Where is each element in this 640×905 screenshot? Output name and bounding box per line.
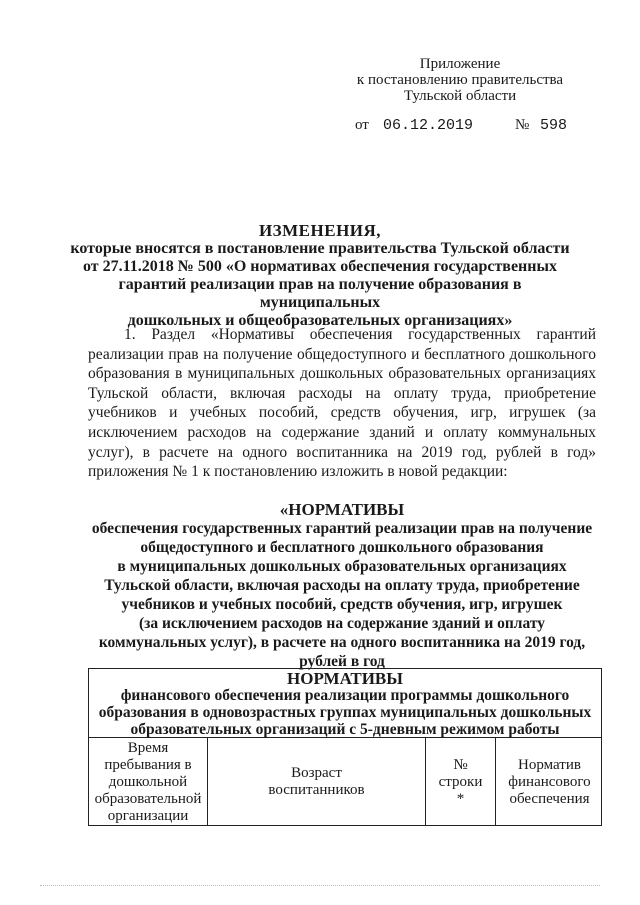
header-row-number-line: * [456, 790, 465, 807]
number-label: № [515, 117, 530, 133]
header-stay-time-line: организации [107, 807, 189, 824]
changes-line-1: которые вносятся в постановление правительства Тульской области [70, 240, 570, 257]
changes-heading [60, 222, 580, 330]
header-row-number-line: № [453, 756, 468, 773]
norms-line-5: учебников и учебных пособий, средств обучения, игр, игрушек [121, 596, 563, 613]
norms-table [88, 668, 602, 826]
scan-artifact-divider [40, 885, 600, 887]
header-stay-time [89, 738, 208, 826]
appendix-line-2: к постановлению правительства [356, 72, 564, 88]
changes-line-2: от 27.11.2018 № 500 «О нормативах обеспечения государственных [83, 258, 557, 275]
date-label: от [355, 117, 369, 133]
appendix-line-3: Тульской области [403, 88, 517, 104]
norms-line-6: (за исключением расходов на содержание зданий и оплату [138, 615, 546, 632]
header-norm-line: Норматив [518, 756, 581, 773]
norms-title: «НОРМАТИВЫ [279, 500, 405, 519]
header-row-number [426, 738, 496, 826]
changes-line-3: гарантий реализации прав на получение образования в муниципальных [118, 276, 522, 311]
appendix-header [345, 56, 575, 104]
document-date: 06.12.2019 [383, 117, 474, 134]
norms-line-4: Тульской области, включая расходы на оплату труда, приобретение [104, 577, 580, 594]
header-stay-time-line: Время [127, 739, 169, 756]
header-stay-time-line: образовательной [94, 790, 202, 807]
table-banner-line-2: образования в одновозрастных группах муниципальных дошкольных [98, 704, 592, 721]
norms-line-1: обеспечения государственных гарантий реализации прав на получение [91, 520, 593, 537]
table-banner-line-3: образовательных организаций с 5-дневным режимом работы [130, 721, 560, 738]
header-age-label: Возраст воспитанников [268, 765, 365, 798]
document-number: 598 [540, 117, 568, 134]
table-banner-line-1: финансового обеспечения реализации программы дошкольного [120, 687, 570, 704]
norms-line-3: в муниципальных дошкольных образовательных организациях [117, 558, 567, 575]
header-row-number-line: строки [438, 773, 483, 790]
header-norm-line: финансового обеспечения [508, 773, 591, 807]
header-stay-time-line: дошкольной [108, 773, 188, 790]
norms-line-8: рублей в год [299, 653, 385, 670]
table-header-row [89, 738, 601, 826]
header-age [208, 738, 426, 826]
appendix-line-1: Приложение [419, 56, 501, 72]
table-banner [89, 669, 601, 738]
changes-line-4: дошкольных и общеобразовательных организациях» [127, 312, 513, 329]
changes-title: ИЗМЕНЕНИЯ, [258, 221, 382, 240]
norms-heading [88, 500, 596, 671]
paragraph-1: 1. Раздел «Нормативы обеспечения государственных гарантий реализации прав на получение общедоступного и бесплатного дошкольного образования в муниципальных дошкольных образовательных организациях Тульской области, включая расходы на оплату труда, приобретение учебников и учебных пособий, средств обучения, игр, игрушек (за исключением расходов на содержание зданий и оплату коммунальных услуг), в расчете на одного воспитанника на 2019 год, рублей в год» приложения № 1 к постановлению изложить в новой редакции: [88, 326, 596, 481]
norms-line-2: общедоступного и бесплатного дошкольного образования [140, 539, 544, 556]
header-norm [496, 738, 603, 826]
header-stay-time-line: пребывания в [104, 756, 192, 773]
table-banner-title: НОРМАТИВЫ [287, 669, 403, 688]
norms-line-7: коммунальных услуг), в расчете на одного воспитанника на 2019 год, [98, 634, 586, 651]
